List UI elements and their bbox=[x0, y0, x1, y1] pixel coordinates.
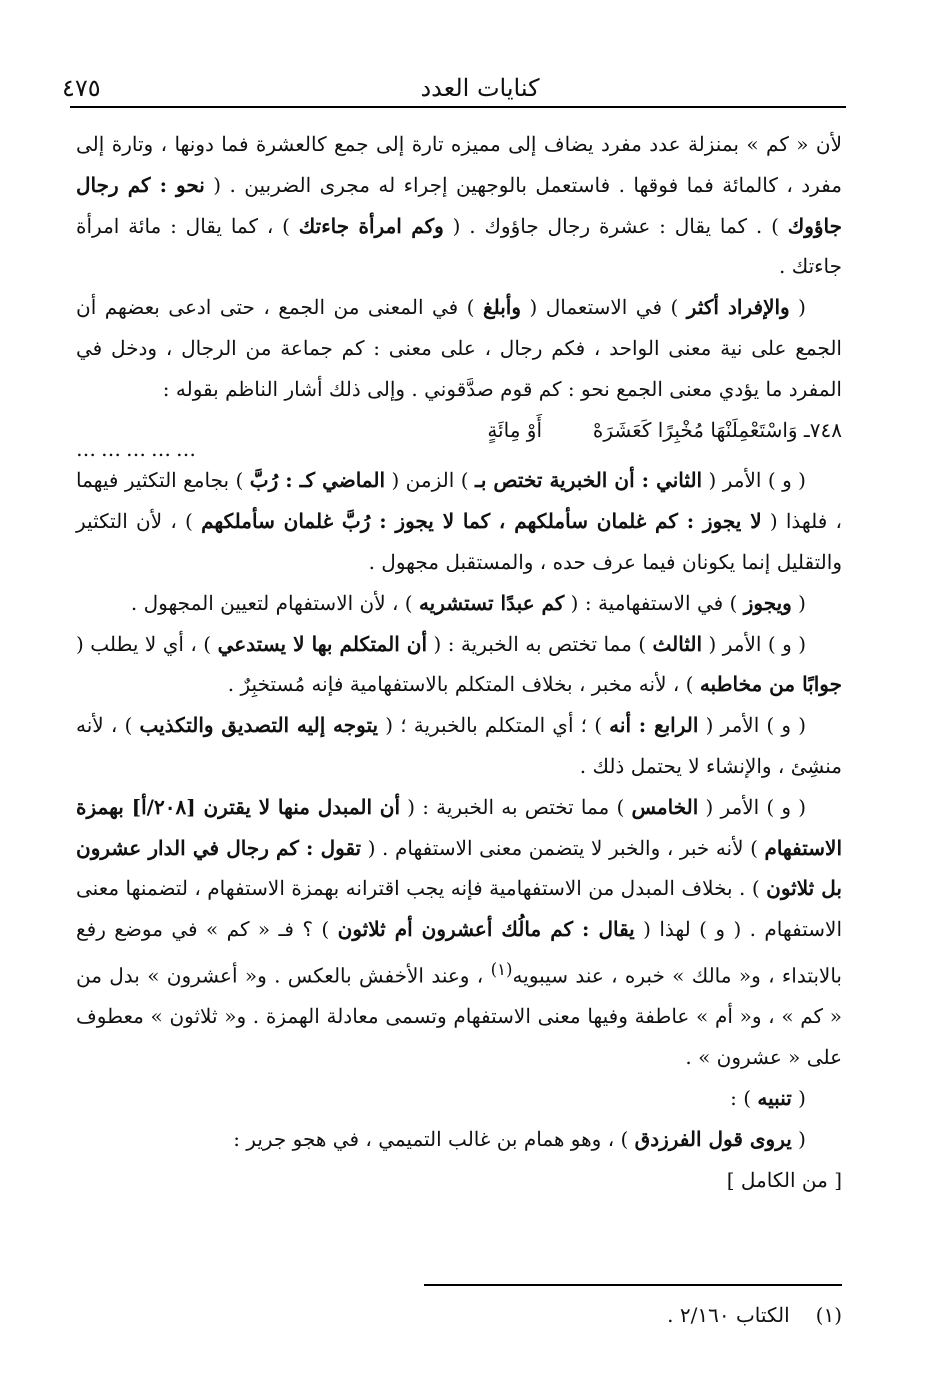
running-title: كنايات العدد bbox=[420, 74, 540, 102]
text-run: ) ؟ فـ « كم » في موضع رفع بالابتداء ، و« مالك » خبره ، عند سيبويه bbox=[76, 917, 842, 988]
bold-run: الثاني : أن الخبرية تختص بـ bbox=[474, 468, 703, 493]
bold-run: الرابع : أنه bbox=[609, 713, 699, 738]
footnote-rule bbox=[424, 1284, 842, 1286]
bold-run: أن المبدل منها لا يقترن [٢٠٨/أ] بهمزة الاستفهام bbox=[76, 794, 843, 860]
text-run: ) في المعنى من الجمع ، حتى ادعى بعضهم أن الجمع على نية معنى الواحد ، فكم رجال ، على معنى : كم جماعة من الرجال ، ودخل في المفرد ما يؤدي معنى الجمع نحو : كم قوم صدَّقوني . وإلى ذلك أشار الناظم بقوله : bbox=[76, 295, 842, 401]
footnote-marker: (١) bbox=[815, 1303, 842, 1327]
bold-run: يقال : كم مالُك أعشرون أم ثلاثون bbox=[337, 917, 635, 942]
text-run: ) لأنه خبر ، والخبر لا يتضمن معنى الاستفهام . ( bbox=[361, 835, 765, 860]
paragraph bbox=[76, 624, 842, 706]
paragraph bbox=[76, 1078, 842, 1119]
verse-second-hemistich: أَوْ مِائَةٍ bbox=[487, 417, 542, 442]
bold-run: نحو : كم رجال جاؤوك bbox=[76, 172, 842, 238]
text-run: لأن « كم » بمنزلة عدد مفرد يضاف إلى مميزه تارة إلى جمع كالعشرة فما دونها ، وتارة إلى مفرد ، كالمائة فما فوقها . فاستعمل بالوجهين إجراء له مجرى الضربين . ( bbox=[76, 132, 842, 197]
text-run: ) ؛ أي المتكلم بالخبرية ؛ ( bbox=[378, 713, 610, 738]
text-run: ( و ) الأمر ( bbox=[702, 631, 806, 656]
bold-run: تقول : كم رجال في الدار عشرون بل ثلاثون bbox=[76, 835, 842, 901]
main-text bbox=[76, 124, 842, 1200]
text-run: ( و ) الأمر ( bbox=[698, 794, 806, 819]
paragraph bbox=[76, 1119, 842, 1160]
bold-run: لا يجوز : كم غلمان سأملكهم ، كما لا يجوز : رُبَّ غلمان سأملكهم bbox=[201, 509, 762, 534]
bold-run: وكم امرأة جاءتك bbox=[298, 213, 444, 238]
paragraph bbox=[76, 705, 842, 787]
text-run: ) بجامع التكثير فيهما ، فلهذا ( bbox=[76, 468, 842, 534]
text-run: ( و ) الأمر ( bbox=[702, 468, 806, 493]
paragraph-group bbox=[76, 124, 842, 410]
text-run: ( bbox=[791, 1126, 806, 1151]
bold-run: يتوجه إليه التصديق والتكذيب bbox=[139, 713, 379, 738]
bold-run: يروى قول الفرزدق bbox=[634, 1126, 792, 1151]
bold-run: الثالث bbox=[652, 631, 703, 656]
bold-run: ويجوز bbox=[743, 590, 792, 615]
text-run: ) . كما يقال : عشرة رجال جاؤوك . ( bbox=[443, 213, 788, 238]
text-run: ) ، لأنه مخبر ، بخلاف المتكلم بالاستفهامية فإنه مُستخبِرٌ . bbox=[227, 672, 700, 697]
text-run: ) ، لأن الاستفهام لتعيين المجهول . bbox=[130, 590, 419, 615]
bold-run: جوابًا من مخاطبه bbox=[699, 672, 842, 697]
paragraph bbox=[76, 124, 842, 287]
text-run: ) . بخلاف المبدل من الاستفهامية فإنه يجب اقترانه بهمزة الاستفهام ، لتضمنها معنى الاستفهام . ( و ) لهذا ( bbox=[76, 876, 842, 942]
bold-run: الماضي كـ : رُبَّ bbox=[249, 468, 386, 493]
text-run: ) ، لأن التكثير والتقليل إنما يكونان فيما عرف حده ، والمستقبل مجهول . bbox=[76, 509, 842, 574]
header-rule bbox=[70, 106, 846, 108]
bold-run: الخامس bbox=[631, 794, 699, 819]
page-number: ٤٧٥ bbox=[62, 74, 101, 102]
paragraph bbox=[76, 460, 842, 582]
bold-run: تنبيه bbox=[757, 1085, 792, 1110]
text-run: ( bbox=[791, 1085, 806, 1110]
bold-run: والإفراد أكثر bbox=[686, 295, 790, 320]
text-run: ( bbox=[789, 295, 806, 320]
bold-run: كم عبدًا تستشريه bbox=[418, 590, 565, 615]
text-run: ) مما تختص به الخبرية : ( bbox=[400, 794, 632, 819]
text-run: ( و ) الأمر ( bbox=[698, 713, 807, 738]
paragraph bbox=[76, 287, 842, 409]
text-run: ) في الاستفهامية : ( bbox=[564, 590, 744, 615]
paragraph-group bbox=[76, 460, 842, 1159]
footnote-text: الكتاب ٢/١٦٠ . bbox=[667, 1303, 790, 1327]
bold-run: وأبلغ bbox=[482, 295, 521, 320]
text-run: ) في الاستعمال ( bbox=[521, 295, 687, 320]
verse-first-hemistich: ٧٤٨ـ وَاسْتَعْمِلَنْهَا مُخْبِرًا كَعَشَرَهْ bbox=[592, 417, 842, 442]
footnote bbox=[667, 1300, 842, 1330]
text-run: ) : bbox=[730, 1085, 758, 1110]
bold-run: أن المتكلم بها لا يستدعي bbox=[217, 631, 428, 656]
text-run: ) ، أي لا يطلب ( bbox=[76, 631, 218, 656]
paragraph bbox=[76, 583, 842, 624]
paragraph bbox=[76, 787, 842, 1078]
text-run: ) ، كما يقال : مائة امرأة جاءتك . bbox=[76, 213, 842, 279]
footnote-ref: (١) bbox=[490, 959, 513, 979]
text-run: ، وعند الأخفش بالعكس . و« أعشرون » بدل من « كم » ، و« أم » عاطفة وفيها معنى الاستفهام وتسمى معادلة الهمزة . و« ثلاثون » معطوف على « عشرون » . bbox=[76, 963, 842, 1070]
verse-ellipsis: …………… bbox=[76, 437, 201, 462]
text-run: ) الزمن ( bbox=[385, 468, 475, 493]
text-run: ) ، لأنه منشِئ ، والإنشاء لا يحتمل ذلك . bbox=[76, 713, 842, 778]
text-run: ( bbox=[791, 590, 806, 615]
verse-line bbox=[76, 410, 842, 451]
text-run: ) مما تختص به الخبرية : ( bbox=[427, 631, 653, 656]
meter-note: [ من الكامل ] bbox=[726, 1167, 842, 1192]
text-run: ) ، وهو همام بن غالب التميمي ، في هجو جرير : bbox=[233, 1126, 635, 1151]
